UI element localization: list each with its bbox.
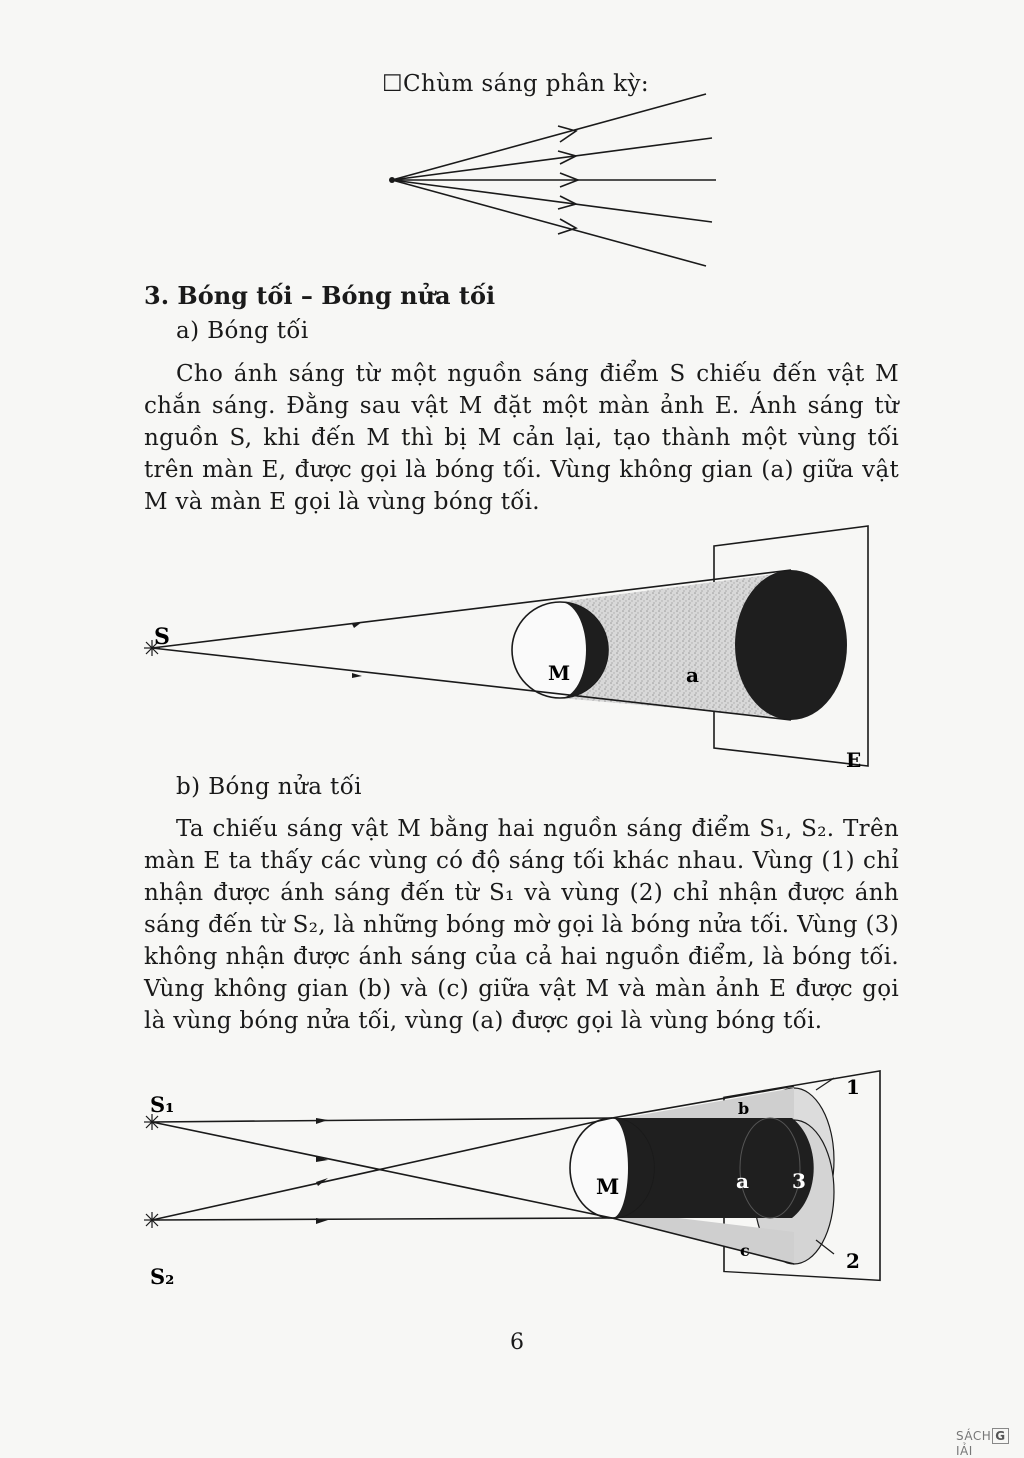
label-zone-3: 3 xyxy=(792,1169,806,1193)
label-m: M xyxy=(548,661,571,685)
umbra-diagram xyxy=(130,520,890,770)
label-a: a xyxy=(736,1169,749,1193)
penumbra-diagram xyxy=(130,1062,890,1302)
section-heading: 3. Bóng tối – Bóng nửa tối xyxy=(144,281,496,310)
label-e: E xyxy=(846,748,862,770)
label-a: a xyxy=(686,663,699,687)
label-zone-2: 2 xyxy=(846,1249,860,1273)
source-s2-icon xyxy=(144,1212,160,1228)
shadow-on-screen xyxy=(735,570,847,720)
label-s: S xyxy=(154,624,170,650)
divergent-beam-diagram xyxy=(380,88,720,273)
paragraph-penumbra: Ta chiếu sáng vật M bằng hai nguồn sáng điểm S₁, S₂. Trên màn E ta thấy các vùng có độ sáng tối khác nhau. Vùng (1) chỉ nhận được ánh sáng đến từ S₁ và vùng (2) chỉ nhận được ánh sáng đến từ S₂, là những bóng mờ gọi là bóng nửa tối. Vùng (3) không nhận được ánh sáng của cả hai nguồn điểm, là bóng tối. Vùng không gian (b) và (c) giữa vật M và màn ảnh E được gọi là vùng bóng nửa tối, vùng (a) được gọi là vùng bóng tối. xyxy=(144,816,899,1034)
label-m: M xyxy=(596,1174,620,1199)
paragraph-umbra: Cho ánh sáng từ một nguồn sáng điểm S chiếu đến vật M chắn sáng. Đằng sau vật M đặt một màn ảnh E. Ánh sáng từ nguồn S, khi đến M thì bị M cản lại, tạo thành một vùng tối trên màn E, được gọi là bóng tối. Vùng không gian (a) giữa vật M và màn E gọi là vùng bóng tối. xyxy=(144,361,899,515)
subheading-a: a) Bóng tối xyxy=(176,318,309,344)
label-c: c xyxy=(740,1241,750,1260)
checkbox-icon: ☐ xyxy=(382,71,404,97)
label-zone-1: 1 xyxy=(846,1075,860,1099)
subheading-b: b) Bóng nửa tối xyxy=(176,774,362,800)
label-b: b xyxy=(738,1099,750,1118)
label-s1: S₁ xyxy=(150,1092,175,1117)
brand-logo: SÁCH GIẢI xyxy=(956,1428,1024,1458)
divergent-beam-label: ☐Chùm sáng phân kỳ: xyxy=(382,71,649,97)
label-s2: S₂ xyxy=(150,1264,175,1289)
page-number: 6 xyxy=(510,1330,524,1355)
